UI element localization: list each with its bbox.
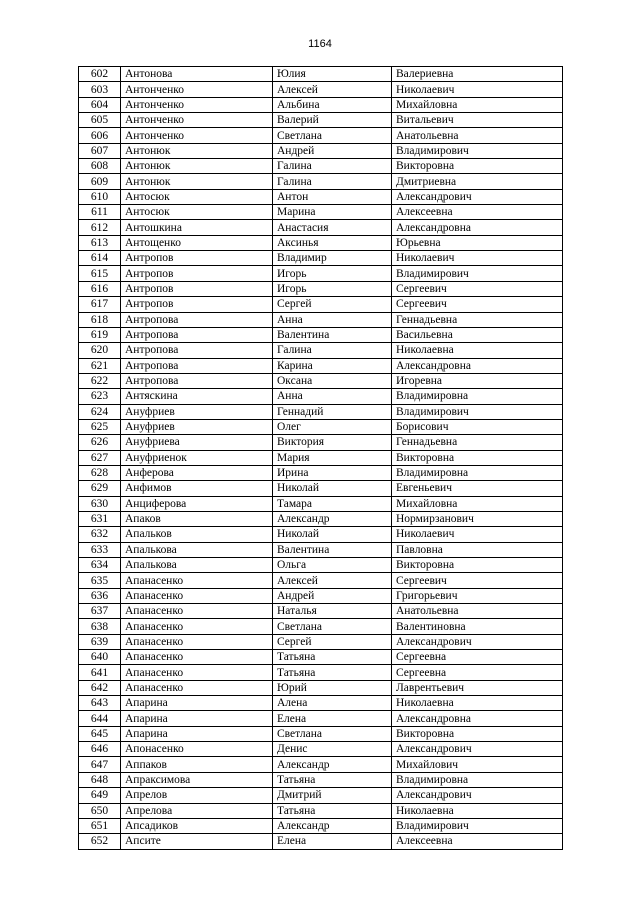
first-name-cell: Светлана xyxy=(273,619,392,634)
patronymic-cell: Михайловна xyxy=(392,496,563,511)
first-name-cell: Александр xyxy=(273,511,392,526)
row-number-cell: 612 xyxy=(79,220,121,235)
last-name-cell: Аппаков xyxy=(121,757,273,772)
first-name-cell: Денис xyxy=(273,742,392,757)
last-name-cell: Антонченко xyxy=(121,97,273,112)
first-name-cell: Альбина xyxy=(273,97,392,112)
patronymic-cell: Валентиновна xyxy=(392,619,563,634)
row-number-cell: 621 xyxy=(79,358,121,373)
last-name-cell: Ануфриева xyxy=(121,435,273,450)
row-number-cell: 649 xyxy=(79,788,121,803)
last-name-cell: Апаков xyxy=(121,511,273,526)
row-number-cell: 602 xyxy=(79,67,121,82)
last-name-cell: Антонченко xyxy=(121,82,273,97)
first-name-cell: Виктория xyxy=(273,435,392,450)
row-number-cell: 607 xyxy=(79,143,121,158)
table-row xyxy=(79,604,563,619)
first-name-cell: Игорь xyxy=(273,281,392,296)
table-row xyxy=(79,634,563,649)
last-name-cell: Антропов xyxy=(121,281,273,296)
patronymic-cell: Юрьевна xyxy=(392,235,563,250)
last-name-cell: Антосюк xyxy=(121,189,273,204)
first-name-cell: Александр xyxy=(273,818,392,833)
first-name-cell: Елена xyxy=(273,834,392,849)
patronymic-cell: Николаевна xyxy=(392,803,563,818)
patronymic-cell: Александровна xyxy=(392,711,563,726)
patronymic-cell: Борисович xyxy=(392,419,563,434)
patronymic-cell: Сергеевич xyxy=(392,281,563,296)
row-number-cell: 606 xyxy=(79,128,121,143)
row-number-cell: 629 xyxy=(79,481,121,496)
patronymic-cell: Викторовна xyxy=(392,450,563,465)
row-number-cell: 615 xyxy=(79,266,121,281)
last-name-cell: Апалькова xyxy=(121,558,273,573)
first-name-cell: Светлана xyxy=(273,726,392,741)
first-name-cell: Наталья xyxy=(273,604,392,619)
table-row xyxy=(79,251,563,266)
last-name-cell: Антропова xyxy=(121,312,273,327)
first-name-cell: Алена xyxy=(273,696,392,711)
table-row xyxy=(79,174,563,189)
first-name-cell: Анна xyxy=(273,312,392,327)
table-row xyxy=(79,143,563,158)
last-name-cell: Апонасенко xyxy=(121,742,273,757)
last-name-cell: Антонченко xyxy=(121,113,273,128)
first-name-cell: Аксинья xyxy=(273,235,392,250)
row-number-cell: 622 xyxy=(79,373,121,388)
patronymic-cell: Лаврентьевич xyxy=(392,680,563,695)
patronymic-cell: Викторовна xyxy=(392,726,563,741)
last-name-cell: Апарина xyxy=(121,726,273,741)
first-name-cell: Галина xyxy=(273,174,392,189)
row-number-cell: 634 xyxy=(79,558,121,573)
patronymic-cell: Дмитриевна xyxy=(392,174,563,189)
table-row xyxy=(79,788,563,803)
table-row xyxy=(79,772,563,787)
first-name-cell: Антон xyxy=(273,189,392,204)
first-name-cell: Ирина xyxy=(273,465,392,480)
patronymic-cell: Александрович xyxy=(392,189,563,204)
table-row xyxy=(79,128,563,143)
first-name-cell: Марина xyxy=(273,205,392,220)
table-row xyxy=(79,113,563,128)
table-row xyxy=(79,465,563,480)
table-row xyxy=(79,803,563,818)
table-row xyxy=(79,297,563,312)
first-name-cell: Юлия xyxy=(273,67,392,82)
last-name-cell: Антропова xyxy=(121,343,273,358)
row-number-cell: 604 xyxy=(79,97,121,112)
row-number-cell: 614 xyxy=(79,251,121,266)
last-name-cell: Апрелова xyxy=(121,803,273,818)
patronymic-cell: Александрович xyxy=(392,788,563,803)
patronymic-cell: Сергеевна xyxy=(392,665,563,680)
row-number-cell: 633 xyxy=(79,542,121,557)
patronymic-cell: Владимировна xyxy=(392,772,563,787)
table-row xyxy=(79,496,563,511)
table-row xyxy=(79,650,563,665)
last-name-cell: Апанасенко xyxy=(121,604,273,619)
patronymic-cell: Павловна xyxy=(392,542,563,557)
table-row xyxy=(79,67,563,82)
row-number-cell: 619 xyxy=(79,327,121,342)
patronymic-cell: Викторовна xyxy=(392,558,563,573)
patronymic-cell: Алексеевна xyxy=(392,834,563,849)
first-name-cell: Геннадий xyxy=(273,404,392,419)
row-number-cell: 641 xyxy=(79,665,121,680)
first-name-cell: Анна xyxy=(273,389,392,404)
first-name-cell: Александр xyxy=(273,757,392,772)
last-name-cell: Анфимов xyxy=(121,481,273,496)
patronymic-cell: Григорьевич xyxy=(392,588,563,603)
row-number-cell: 632 xyxy=(79,527,121,542)
row-number-cell: 646 xyxy=(79,742,121,757)
page-number: 1164 xyxy=(308,38,332,50)
first-name-cell: Мария xyxy=(273,450,392,465)
last-name-cell: Апанасенко xyxy=(121,634,273,649)
last-name-cell: Апальков xyxy=(121,527,273,542)
patronymic-cell: Владимировна xyxy=(392,389,563,404)
patronymic-cell: Сергеевич xyxy=(392,573,563,588)
last-name-cell: Антропова xyxy=(121,373,273,388)
last-name-cell: Антропов xyxy=(121,266,273,281)
last-name-cell: Апалькова xyxy=(121,542,273,557)
last-name-cell: Апарина xyxy=(121,711,273,726)
patronymic-cell: Александрович xyxy=(392,742,563,757)
table-row xyxy=(79,511,563,526)
row-number-cell: 640 xyxy=(79,650,121,665)
table-body xyxy=(79,67,563,850)
first-name-cell: Николай xyxy=(273,481,392,496)
row-number-cell: 631 xyxy=(79,511,121,526)
patronymic-cell: Васильевна xyxy=(392,327,563,342)
patronymic-cell: Игоревна xyxy=(392,373,563,388)
table-row xyxy=(79,696,563,711)
first-name-cell: Ольга xyxy=(273,558,392,573)
first-name-cell: Татьяна xyxy=(273,772,392,787)
last-name-cell: Антропова xyxy=(121,327,273,342)
row-number-cell: 626 xyxy=(79,435,121,450)
table-row xyxy=(79,435,563,450)
row-number-cell: 652 xyxy=(79,834,121,849)
table-row xyxy=(79,343,563,358)
patronymic-cell: Викторовна xyxy=(392,159,563,174)
first-name-cell: Николай xyxy=(273,527,392,542)
row-number-cell: 648 xyxy=(79,772,121,787)
patronymic-cell: Геннадьевна xyxy=(392,435,563,450)
last-name-cell: Апсадиков xyxy=(121,818,273,833)
patronymic-cell: Владимирович xyxy=(392,818,563,833)
last-name-cell: Антяскина xyxy=(121,389,273,404)
table-row xyxy=(79,834,563,849)
last-name-cell: Антропов xyxy=(121,297,273,312)
last-name-cell: Антонюк xyxy=(121,159,273,174)
patronymic-cell: Валериевна xyxy=(392,67,563,82)
patronymic-cell: Николаевич xyxy=(392,251,563,266)
row-number-cell: 620 xyxy=(79,343,121,358)
patronymic-cell: Михайловна xyxy=(392,97,563,112)
row-number-cell: 617 xyxy=(79,297,121,312)
first-name-cell: Татьяна xyxy=(273,665,392,680)
table-row xyxy=(79,665,563,680)
table-row xyxy=(79,680,563,695)
table-row xyxy=(79,818,563,833)
patronymic-cell: Сергеевна xyxy=(392,650,563,665)
table-row xyxy=(79,726,563,741)
last-name-cell: Апраксимова xyxy=(121,772,273,787)
table-row xyxy=(79,619,563,634)
row-number-cell: 645 xyxy=(79,726,121,741)
table-row xyxy=(79,205,563,220)
last-name-cell: Антощенко xyxy=(121,235,273,250)
row-number-cell: 630 xyxy=(79,496,121,511)
first-name-cell: Олег xyxy=(273,419,392,434)
table-row xyxy=(79,82,563,97)
last-name-cell: Апарина xyxy=(121,696,273,711)
first-name-cell: Анастасия xyxy=(273,220,392,235)
table-row xyxy=(79,542,563,557)
last-name-cell: Антошкина xyxy=(121,220,273,235)
patronymic-cell: Геннадьевна xyxy=(392,312,563,327)
last-name-cell: Антонова xyxy=(121,67,273,82)
first-name-cell: Валерий xyxy=(273,113,392,128)
row-number-cell: 650 xyxy=(79,803,121,818)
row-number-cell: 637 xyxy=(79,604,121,619)
last-name-cell: Апанасенко xyxy=(121,588,273,603)
last-name-cell: Апанасенко xyxy=(121,573,273,588)
table-row xyxy=(79,235,563,250)
patronymic-cell: Александровна xyxy=(392,220,563,235)
first-name-cell: Елена xyxy=(273,711,392,726)
patronymic-cell: Анатольевна xyxy=(392,604,563,619)
table-row xyxy=(79,389,563,404)
patronymic-cell: Александровна xyxy=(392,358,563,373)
row-number-cell: 605 xyxy=(79,113,121,128)
first-name-cell: Валентина xyxy=(273,327,392,342)
first-name-cell: Игорь xyxy=(273,266,392,281)
table-row xyxy=(79,588,563,603)
row-number-cell: 610 xyxy=(79,189,121,204)
patronymic-cell: Николаевна xyxy=(392,696,563,711)
patronymic-cell: Николаевич xyxy=(392,527,563,542)
last-name-cell: Апанасенко xyxy=(121,650,273,665)
last-name-cell: Антонченко xyxy=(121,128,273,143)
last-name-cell: Ануфриев xyxy=(121,419,273,434)
patronymic-cell: Николаевич xyxy=(392,82,563,97)
table-row xyxy=(79,97,563,112)
patronymic-cell: Владимировна xyxy=(392,465,563,480)
row-number-cell: 609 xyxy=(79,174,121,189)
row-number-cell: 635 xyxy=(79,573,121,588)
table-row xyxy=(79,373,563,388)
last-name-cell: Апрелов xyxy=(121,788,273,803)
last-name-cell: Апанасенко xyxy=(121,619,273,634)
first-name-cell: Алексей xyxy=(273,573,392,588)
table-row xyxy=(79,312,563,327)
table-row xyxy=(79,558,563,573)
table-row xyxy=(79,358,563,373)
last-name-cell: Ануфриенок xyxy=(121,450,273,465)
table-row xyxy=(79,189,563,204)
row-number-cell: 613 xyxy=(79,235,121,250)
first-name-cell: Андрей xyxy=(273,143,392,158)
row-number-cell: 627 xyxy=(79,450,121,465)
row-number-cell: 608 xyxy=(79,159,121,174)
row-number-cell: 624 xyxy=(79,404,121,419)
table-row xyxy=(79,281,563,296)
last-name-cell: Ануфриев xyxy=(121,404,273,419)
first-name-cell: Галина xyxy=(273,343,392,358)
first-name-cell: Алексей xyxy=(273,82,392,97)
row-number-cell: 643 xyxy=(79,696,121,711)
row-number-cell: 639 xyxy=(79,634,121,649)
table-row xyxy=(79,527,563,542)
last-name-cell: Антонюк xyxy=(121,174,273,189)
row-number-cell: 647 xyxy=(79,757,121,772)
row-number-cell: 611 xyxy=(79,205,121,220)
row-number-cell: 644 xyxy=(79,711,121,726)
table-row xyxy=(79,757,563,772)
names-table xyxy=(78,66,563,850)
table-row xyxy=(79,450,563,465)
last-name-cell: Антонюк xyxy=(121,143,273,158)
first-name-cell: Юрий xyxy=(273,680,392,695)
first-name-cell: Сергей xyxy=(273,634,392,649)
first-name-cell: Дмитрий xyxy=(273,788,392,803)
table-row xyxy=(79,159,563,174)
row-number-cell: 623 xyxy=(79,389,121,404)
last-name-cell: Апанасенко xyxy=(121,680,273,695)
patronymic-cell: Сергеевич xyxy=(392,297,563,312)
last-name-cell: Апсите xyxy=(121,834,273,849)
table-row xyxy=(79,481,563,496)
patronymic-cell: Владимирович xyxy=(392,266,563,281)
table-row xyxy=(79,419,563,434)
table-row xyxy=(79,742,563,757)
row-number-cell: 603 xyxy=(79,82,121,97)
first-name-cell: Оксана xyxy=(273,373,392,388)
row-number-cell: 616 xyxy=(79,281,121,296)
first-name-cell: Светлана xyxy=(273,128,392,143)
patronymic-cell: Владимирович xyxy=(392,404,563,419)
last-name-cell: Антропов xyxy=(121,251,273,266)
patronymic-cell: Анатольевна xyxy=(392,128,563,143)
row-number-cell: 628 xyxy=(79,465,121,480)
row-number-cell: 638 xyxy=(79,619,121,634)
patronymic-cell: Николаевна xyxy=(392,343,563,358)
patronymic-cell: Александрович xyxy=(392,634,563,649)
table-row xyxy=(79,220,563,235)
row-number-cell: 636 xyxy=(79,588,121,603)
first-name-cell: Андрей xyxy=(273,588,392,603)
last-name-cell: Антропова xyxy=(121,358,273,373)
patronymic-cell: Евгеньевич xyxy=(392,481,563,496)
table-row xyxy=(79,573,563,588)
row-number-cell: 642 xyxy=(79,680,121,695)
first-name-cell: Карина xyxy=(273,358,392,373)
table-row xyxy=(79,327,563,342)
first-name-cell: Галина xyxy=(273,159,392,174)
first-name-cell: Владимир xyxy=(273,251,392,266)
patronymic-cell: Владимирович xyxy=(392,143,563,158)
patronymic-cell: Михайлович xyxy=(392,757,563,772)
last-name-cell: Апанасенко xyxy=(121,665,273,680)
table-row xyxy=(79,404,563,419)
table-row xyxy=(79,266,563,281)
table-row xyxy=(79,711,563,726)
patronymic-cell: Витальевич xyxy=(392,113,563,128)
first-name-cell: Татьяна xyxy=(273,803,392,818)
last-name-cell: Анферова xyxy=(121,465,273,480)
row-number-cell: 625 xyxy=(79,419,121,434)
last-name-cell: Антосюк xyxy=(121,205,273,220)
first-name-cell: Сергей xyxy=(273,297,392,312)
patronymic-cell: Нормирзанович xyxy=(392,511,563,526)
patronymic-cell: Алексеевна xyxy=(392,205,563,220)
first-name-cell: Татьяна xyxy=(273,650,392,665)
row-number-cell: 651 xyxy=(79,818,121,833)
first-name-cell: Валентина xyxy=(273,542,392,557)
last-name-cell: Анциферова xyxy=(121,496,273,511)
first-name-cell: Тамара xyxy=(273,496,392,511)
row-number-cell: 618 xyxy=(79,312,121,327)
